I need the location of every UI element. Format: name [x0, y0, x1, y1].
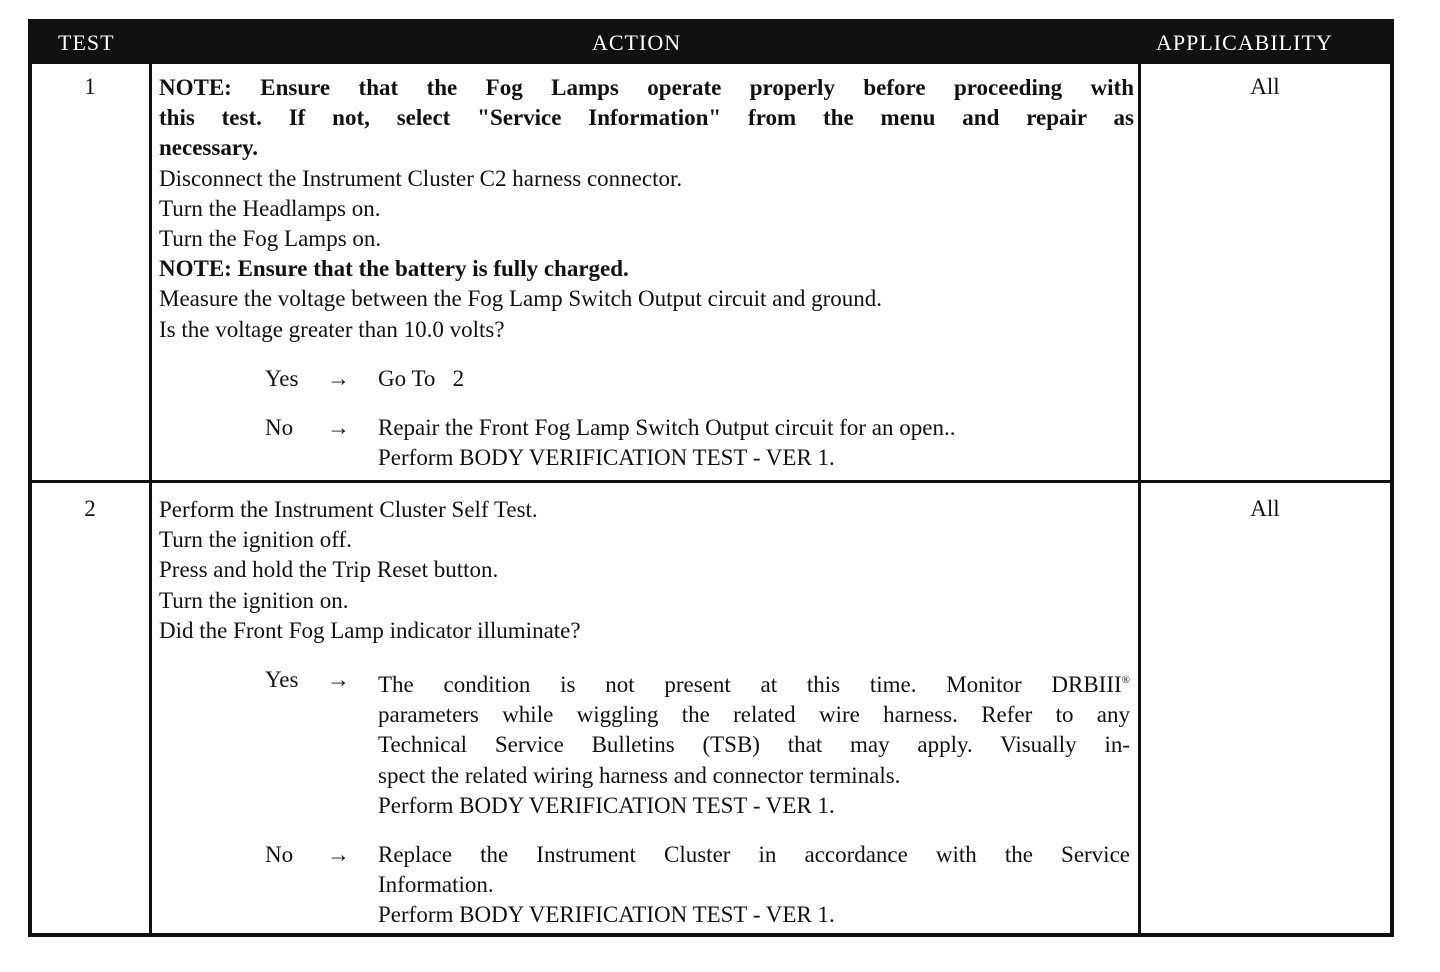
row-1-line: NOTE: Ensure that the battery is fully charged.	[159, 256, 629, 282]
no-line: Perform BODY VERIFICATION TEST - VER 1.	[378, 902, 835, 928]
yes-line: Technical Service Bulletins (TSB) that may apply. Visually in-	[378, 732, 1130, 758]
yes-label: Yes	[265, 667, 299, 693]
row-1-no-answer	[265, 413, 1134, 473]
no-line: Information.	[378, 872, 494, 898]
yes-line: Go To 2	[378, 365, 465, 391]
row-1-line: Turn the Headlamps on.	[159, 195, 381, 221]
row-2-no-answer	[265, 840, 1134, 931]
row-2-applicability: All	[1250, 496, 1280, 521]
no-label: No	[265, 415, 294, 441]
arrow-icon: →	[327, 415, 350, 441]
column-divider-test	[149, 64, 152, 933]
arrow-icon: →	[327, 365, 350, 391]
diagnostic-table	[28, 19, 1394, 937]
row-2-test-number: 2	[84, 496, 96, 521]
registered-mark: ®	[1121, 674, 1130, 687]
yes-line: parameters while wiggling the related wire harness. Refer to any	[378, 702, 1130, 728]
no-line: Replace the Instrument Cluster in accordance with the Service	[378, 842, 1130, 868]
header-test: TEST	[58, 30, 115, 55]
header-action: ACTION	[592, 30, 682, 55]
row-2-line: Turn the ignition on.	[159, 587, 349, 613]
row-2-line: Perform the Instrument Cluster Self Test.	[159, 497, 538, 522]
row-1-line: this test. If not, select "Service Information" from the menu and repair as	[159, 105, 1134, 131]
no-line: Perform BODY VERIFICATION TEST - VER 1.	[378, 445, 835, 471]
no-label: No	[265, 842, 294, 868]
row-2-line: Did the Front Fog Lamp indicator illuminate?	[159, 617, 581, 643]
row-2-action	[159, 495, 1134, 931]
yes-line: The condition is not present at this time. Monitor DRBIII®	[378, 672, 1130, 698]
row-2-line: Press and hold the Trip Reset button.	[159, 557, 499, 583]
row-1-test-number: 1	[84, 74, 96, 99]
row-2-yes-answer	[265, 665, 1134, 821]
yes-label: Yes	[265, 365, 299, 391]
row-1-line: Disconnect the Instrument Cluster C2 harness connector.	[159, 165, 683, 191]
table-header	[32, 23, 1390, 64]
row-1-line: Measure the voltage between the Fog Lamp Switch Output circuit and ground.	[159, 286, 883, 312]
row-1-line: Is the voltage greater than 10.0 volts?	[159, 316, 505, 342]
yes-line: Perform BODY VERIFICATION TEST - VER 1.	[378, 792, 835, 818]
arrow-icon: →	[327, 667, 350, 693]
arrow-icon: →	[327, 842, 350, 868]
row-1-line: NOTE: Ensure that the Fog Lamps operate properly before proceeding with	[159, 75, 1134, 100]
row-1-yes-answer	[265, 364, 1134, 394]
yes-line: spect the related wiring harness and connector terminals.	[378, 762, 901, 788]
header-applicability: APPLICABILITY	[1156, 30, 1333, 55]
row-1-action	[159, 73, 1134, 473]
row-1-line: Turn the Fog Lamps on.	[159, 226, 382, 252]
no-line: Repair the Front Fog Lamp Switch Output circuit for an open..	[378, 415, 956, 441]
row-1-applicability: All	[1250, 74, 1280, 99]
row-divider	[32, 480, 1390, 483]
row-2-line: Turn the ignition off.	[159, 527, 352, 553]
row-1-line: necessary.	[159, 135, 259, 161]
